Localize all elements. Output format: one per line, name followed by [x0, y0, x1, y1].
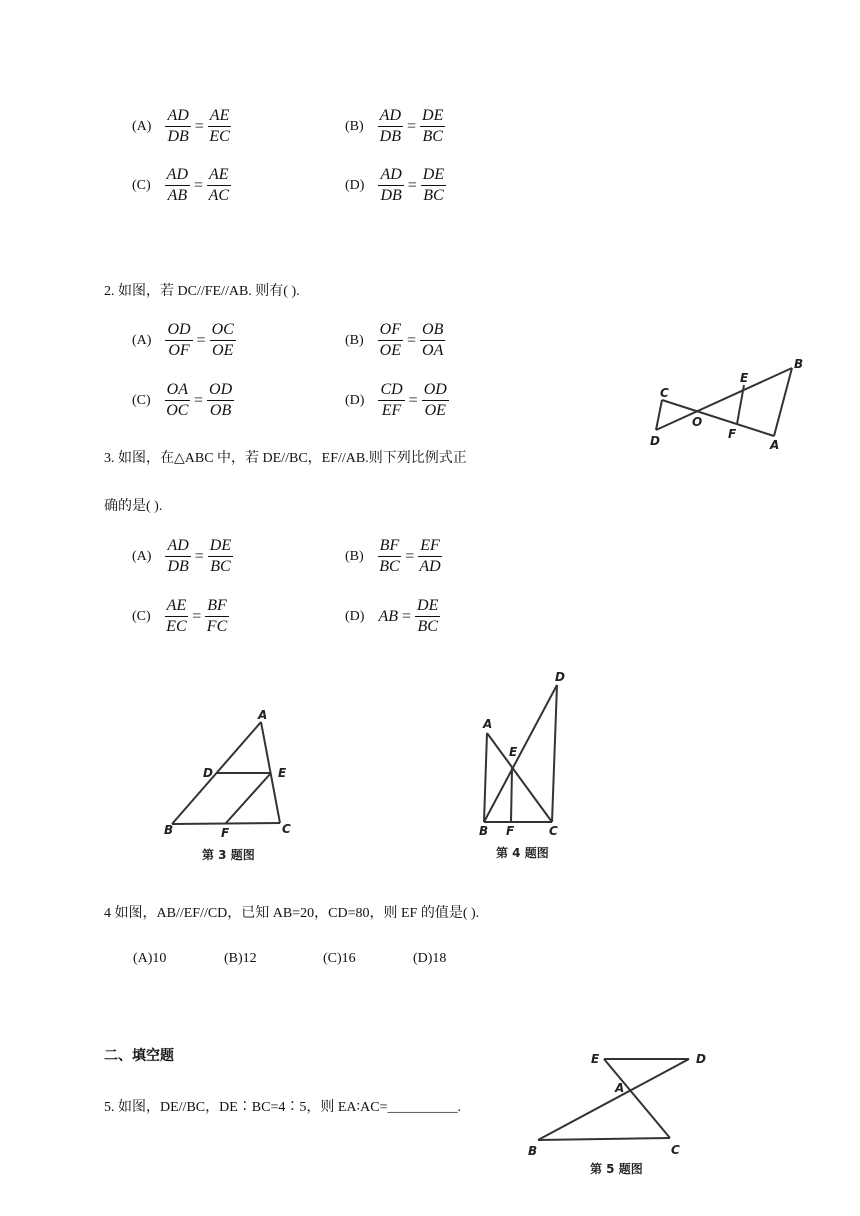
fraction	[165, 106, 190, 147]
denominator: OB	[209, 402, 232, 419]
q1-option-c	[132, 165, 231, 206]
option-label: (D)	[345, 608, 365, 624]
numerator: BF	[378, 536, 402, 557]
q2-stem: 2. 如图，若 DC//FE//AB. 则有( ).	[104, 284, 300, 299]
equals-sign: =	[405, 547, 415, 565]
equals-sign: =	[192, 607, 202, 625]
option-label: (D)	[345, 177, 365, 193]
q4-label-b: B	[479, 824, 489, 838]
fraction	[207, 165, 231, 206]
q4-label-f: F	[506, 824, 515, 838]
q3-label-b: B	[164, 823, 174, 837]
q4-label-e: E	[509, 745, 518, 759]
equals-sign: =	[194, 117, 204, 135]
q1-option-a	[132, 106, 231, 147]
denominator: DB	[380, 187, 402, 204]
equals-sign: =	[194, 391, 204, 409]
equals-sign: =	[401, 607, 412, 625]
numerator: OD	[165, 320, 192, 341]
q5-label-d: D	[696, 1052, 706, 1066]
q4-label-c: C	[549, 824, 558, 838]
fraction	[378, 380, 404, 421]
denominator: EC	[209, 128, 230, 145]
numerator: BF	[205, 596, 229, 617]
q2-label-a: A	[770, 438, 780, 452]
denominator: EC	[166, 618, 187, 635]
fraction	[210, 320, 236, 361]
q4-stem: 4 如图，AB//EF//CD，已知 AB=20，CD=80，则 EF 的值是( ).	[104, 906, 480, 921]
fraction	[420, 106, 445, 147]
denominator: BC	[210, 558, 231, 575]
q5-stem: 5. 如图，DE//BC，DE∶BC=4∶5，则 EA∶AC=__________.	[104, 1100, 461, 1115]
q2-option-c	[132, 380, 234, 421]
equals-sign: =	[408, 391, 418, 409]
denominator: OC	[166, 402, 189, 419]
numerator: EF	[418, 536, 442, 557]
option-label: (C)	[132, 608, 151, 624]
fraction	[208, 536, 233, 577]
fraction	[378, 106, 403, 147]
q5-label-e: E	[591, 1052, 600, 1066]
q3-option-c	[132, 596, 229, 637]
fraction	[421, 165, 446, 206]
q3-stem-line1: 3. 如图，在△ABC 中，若 DE//BC，EF//AB.则下列比例式正	[104, 451, 467, 466]
denominator: BC	[417, 618, 438, 635]
q2-figure-lines	[656, 368, 792, 436]
option-label: (D)	[345, 392, 365, 408]
numerator: DE	[420, 106, 445, 127]
q3-figure-caption: 第 3 题图	[202, 848, 255, 862]
fraction	[165, 320, 192, 361]
q2-option-a	[132, 320, 236, 361]
q3-option-a	[132, 536, 233, 577]
q2-label-f: F	[728, 427, 737, 441]
denominator: BC	[423, 187, 444, 204]
q1-option-b	[345, 106, 445, 147]
fraction	[165, 380, 190, 421]
denominator: DB	[167, 558, 189, 575]
numerator: OA	[165, 380, 190, 401]
fraction	[415, 596, 440, 637]
numerator: AE	[207, 165, 231, 186]
fraction	[378, 320, 403, 361]
q3-label-e: E	[278, 766, 287, 780]
option-label: (A)	[132, 332, 152, 348]
denominator: AC	[208, 187, 230, 204]
option-label: (B)	[345, 332, 364, 348]
q2-label-c: C	[660, 386, 669, 400]
denominator: OF	[168, 342, 190, 359]
numerator: CD	[378, 380, 404, 401]
denominator: DB	[167, 128, 189, 145]
q5-label-a: A	[615, 1081, 625, 1095]
numerator: OD	[207, 380, 234, 401]
q3-stem-line2: 确的是( ).	[104, 499, 163, 514]
denominator: AD	[419, 558, 441, 575]
fraction	[165, 165, 190, 206]
q2-label-d: D	[650, 434, 660, 448]
q3-label-d: D	[203, 766, 213, 780]
numerator: OC	[210, 320, 236, 341]
denominator: OE	[424, 402, 446, 419]
denominator: OA	[422, 342, 444, 359]
numerator: DE	[415, 596, 440, 617]
option-label: (B)	[345, 548, 364, 564]
q3-option-b	[345, 536, 442, 577]
option-label: (C)	[132, 392, 151, 408]
fraction	[378, 165, 403, 206]
denominator: BC	[422, 128, 443, 145]
equals-sign: =	[407, 117, 417, 135]
fraction	[207, 380, 234, 421]
q4-label-d: D	[555, 670, 565, 684]
q4-label-a: A	[483, 717, 493, 731]
numerator: OF	[378, 320, 403, 341]
denominator: OE	[379, 342, 401, 359]
q5-label-b: B	[528, 1144, 538, 1158]
equals-sign: =	[194, 547, 204, 565]
fraction	[418, 536, 442, 577]
q2-label-o: O	[692, 415, 703, 429]
q4-option-a: (A)10	[133, 951, 167, 966]
fraction	[165, 536, 190, 577]
q2-option-b	[345, 320, 445, 361]
q5-label-c: C	[671, 1143, 680, 1157]
denominator: DB	[379, 128, 401, 145]
q4-option-b: (B)12	[224, 951, 257, 966]
q3-label-c: C	[282, 822, 291, 836]
q4-figure	[470, 665, 580, 865]
q2-label-b: B	[794, 357, 804, 371]
numerator: AD	[378, 165, 403, 186]
denominator: FC	[206, 618, 228, 635]
numerator: OD	[422, 380, 449, 401]
numerator: AE	[208, 106, 232, 127]
denominator: EF	[381, 402, 402, 419]
equals-sign: =	[194, 176, 204, 194]
q2-option-d	[345, 380, 449, 421]
q2-figure	[640, 350, 820, 455]
q3-figure-lines	[172, 722, 280, 824]
q5-figure-caption: 第 5 题图	[590, 1162, 643, 1176]
q3-label-f: F	[221, 826, 230, 840]
option-label: (A)	[132, 548, 152, 564]
fraction	[378, 536, 402, 577]
numerator: AE	[165, 596, 189, 617]
fraction	[420, 320, 445, 361]
denominator: OE	[212, 342, 234, 359]
numerator: AD	[165, 165, 190, 186]
q4-option-d: (D)18	[413, 951, 447, 966]
fraction	[165, 596, 189, 637]
fraction	[422, 380, 449, 421]
lhs-term: AB	[378, 607, 398, 625]
equals-sign: =	[407, 331, 417, 349]
q1-option-d	[345, 165, 446, 206]
option-label: (B)	[345, 118, 364, 134]
q3-figure	[150, 700, 320, 870]
option-label: (A)	[132, 118, 152, 134]
q5-figure-lines	[538, 1059, 689, 1140]
equals-sign: =	[407, 176, 417, 194]
numerator: DE	[208, 536, 233, 557]
q4-figure-lines	[484, 685, 557, 822]
q2-label-e: E	[740, 371, 749, 385]
fraction	[205, 596, 229, 637]
numerator: AD	[378, 106, 403, 127]
q5-figure	[520, 1042, 720, 1182]
q3-label-a: A	[258, 708, 268, 722]
denominator: BC	[379, 558, 400, 575]
q4-figure-caption: 第 4 题图	[496, 846, 549, 860]
numerator: AD	[165, 106, 190, 127]
option-label: (C)	[132, 177, 151, 193]
numerator: OB	[420, 320, 445, 341]
q4-option-c: (C)16	[323, 951, 356, 966]
q3-option-d	[345, 596, 440, 637]
equals-sign: =	[196, 331, 206, 349]
numerator: AD	[165, 536, 190, 557]
section-heading: 二、填空题	[104, 1048, 174, 1064]
fraction	[208, 106, 232, 147]
numerator: DE	[421, 165, 446, 186]
denominator: AB	[167, 187, 188, 204]
